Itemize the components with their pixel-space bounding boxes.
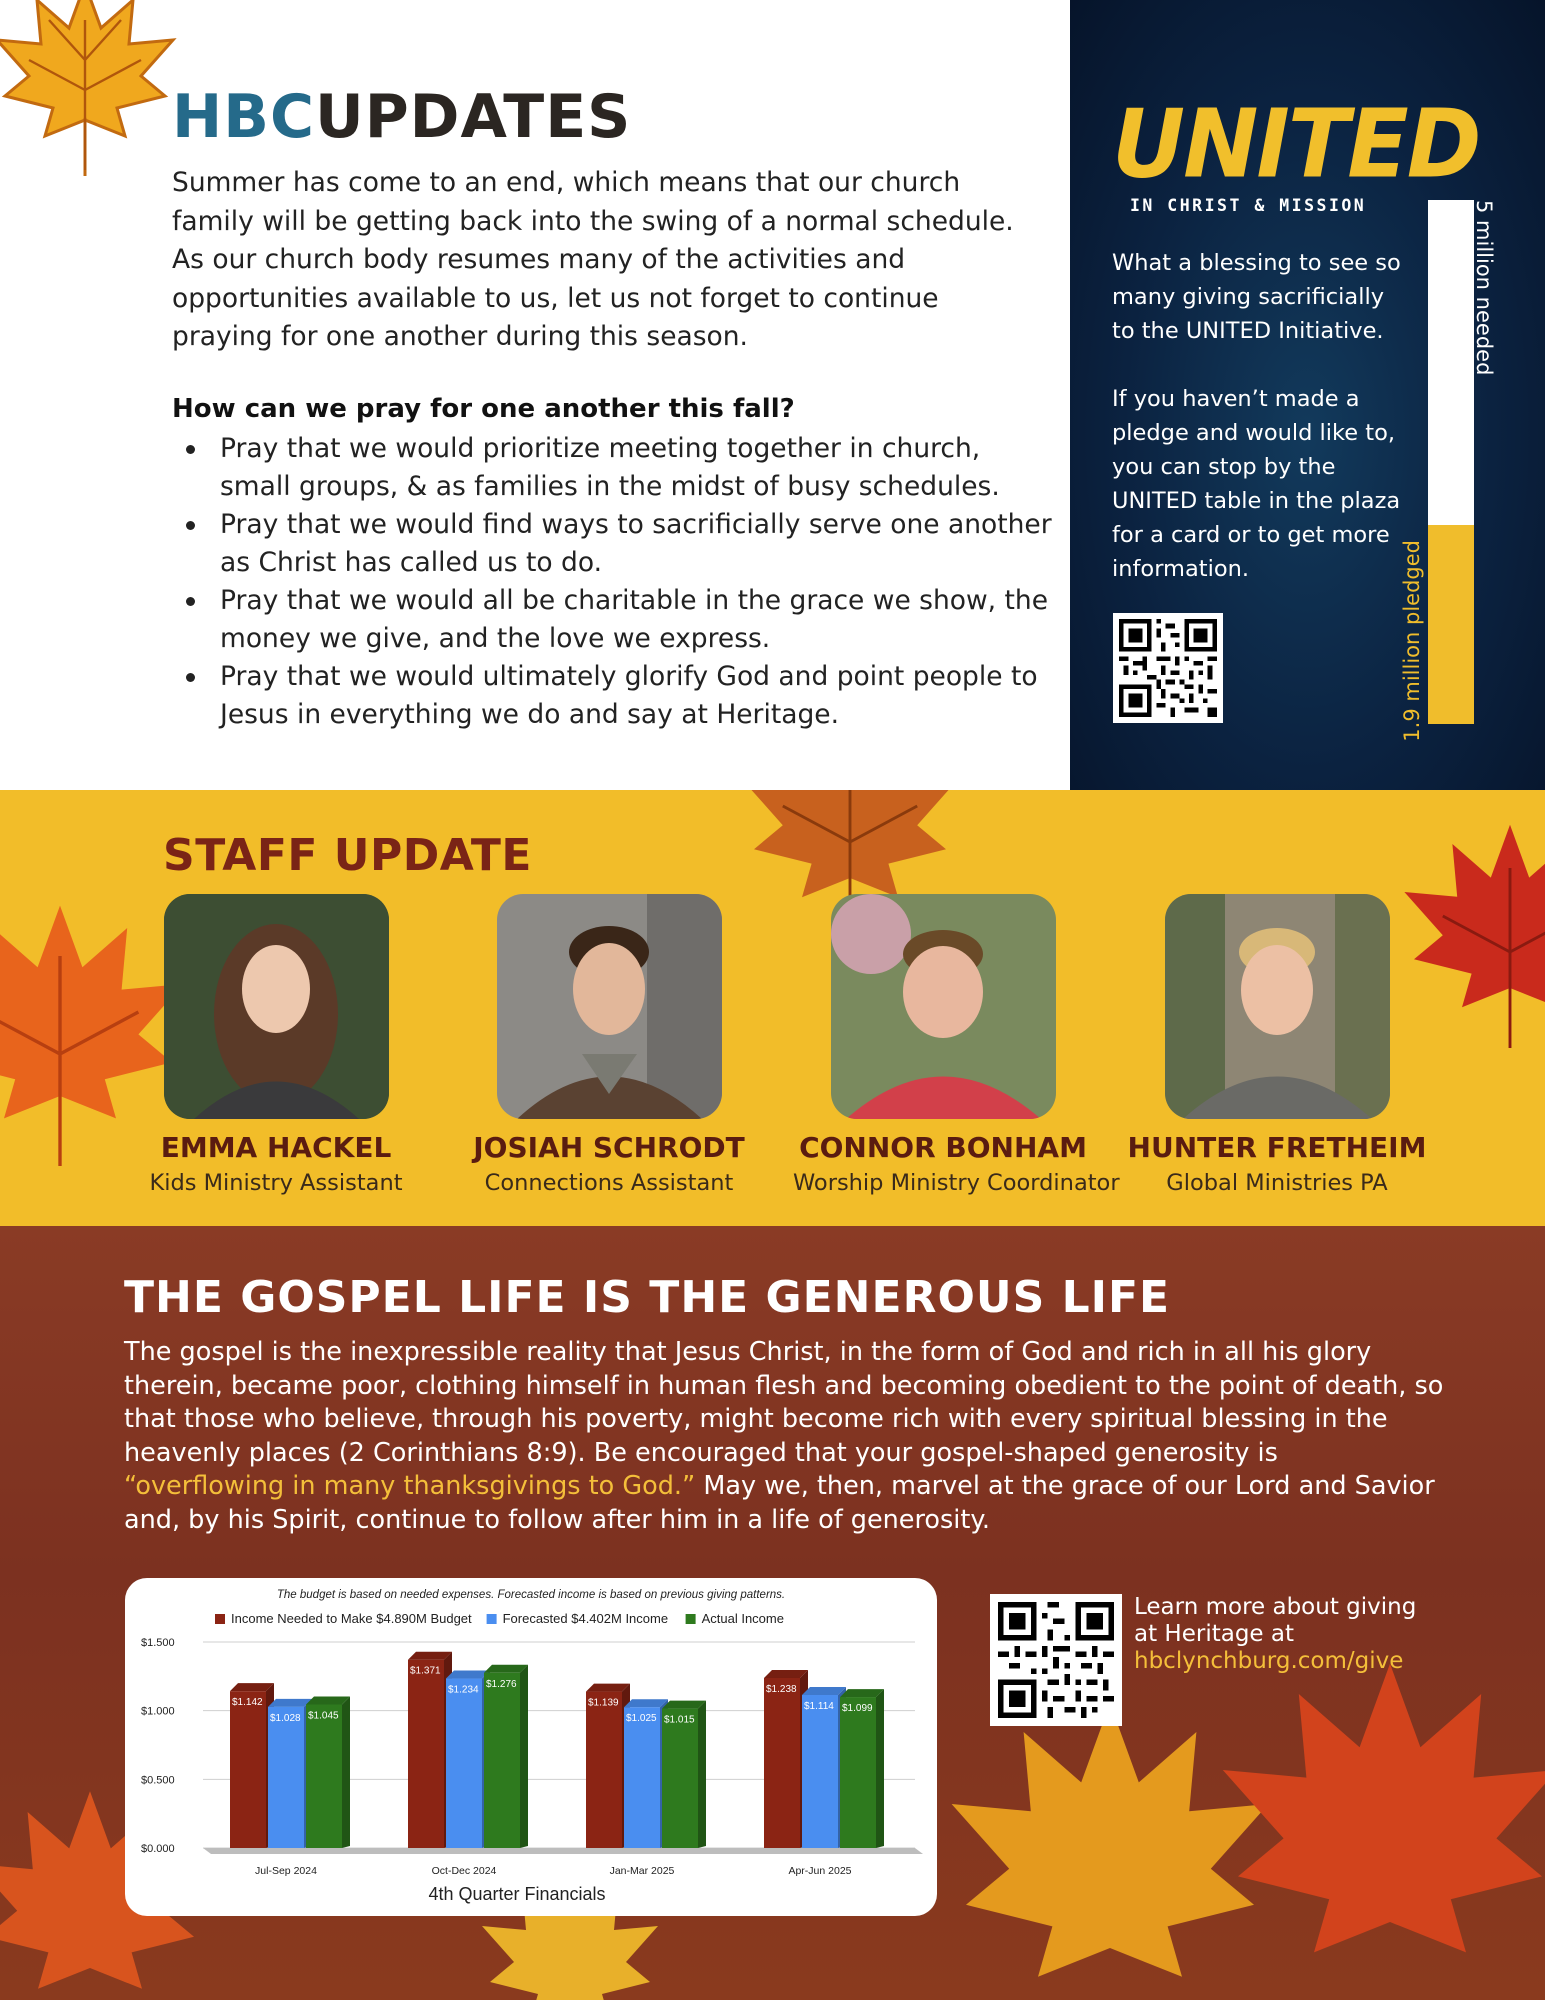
maple-leaf-icon (0, 0, 200, 180)
staff-card-josiah (459, 894, 759, 1196)
qr-code-icon (1119, 619, 1217, 717)
bar-value-label: $1.238 (766, 1683, 797, 1695)
pledged-label: 1.9 million pledged (1400, 540, 1424, 742)
staff-card-connor (793, 894, 1120, 1196)
staff-name: JOSIAH SCHRODT (473, 1131, 745, 1164)
bar-side (876, 1689, 884, 1848)
bar-value-label: $1.234 (448, 1684, 479, 1696)
x-axis-label: 4th Quarter Financials (428, 1884, 606, 1904)
united-text-pledge: If you haven’t made a pledge and would like to, you can stop by the UNITED table in the plaza for a card or to get more information. (1112, 386, 1401, 582)
legend-swatch (215, 1614, 225, 1624)
bar-side (520, 1665, 528, 1848)
financials-chart-svg (125, 1578, 937, 1916)
y-tick-label: $1.000 (141, 1705, 175, 1718)
bar-side (342, 1696, 350, 1848)
x-tick-label: Jul-Sep 2024 (255, 1865, 317, 1877)
united-text-blessing: What a blessing to see so many giving sacrificially to the UNITED Initiative. (1112, 250, 1401, 344)
staff-photo (164, 894, 389, 1119)
generosity-highlight: “overflowing in many thanksgivings to God.” (124, 1471, 696, 1501)
bar (268, 1707, 304, 1848)
bar-value-label: $1.371 (410, 1665, 441, 1677)
staff-update-section (0, 790, 1545, 1226)
bar-value-label: $1.142 (232, 1697, 263, 1709)
legend-label: Income Needed to Make $4.890M Budget (231, 1611, 472, 1626)
bar-side (698, 1701, 706, 1848)
person-icon (1165, 894, 1390, 1119)
person-icon (497, 894, 722, 1119)
x-tick-label: Oct-Dec 2024 (431, 1865, 497, 1877)
page-title (172, 82, 631, 152)
staff-name: CONNOR BONHAM (799, 1131, 1087, 1164)
generosity-section (0, 1226, 1545, 2000)
legend-swatch (686, 1614, 696, 1624)
bar (446, 1679, 482, 1848)
person-icon (164, 894, 389, 1119)
bar (408, 1660, 444, 1848)
generosity-title: THE GOSPEL LIFE IS THE GENEROUS LIFE (124, 1272, 1171, 1323)
maple-leaf-icon (1200, 1646, 1545, 2000)
prayer-item: Pray that we would find ways to sacrificially serve one another as Christ has called us to do. (172, 506, 1052, 582)
bar (306, 1704, 342, 1848)
goal-label: 5 million needed (1472, 200, 1496, 376)
bar-value-label: $1.139 (588, 1697, 619, 1709)
staff-role: Worship Ministry Coordinator (793, 1170, 1120, 1196)
staff-role: Global Ministries PA (1166, 1170, 1388, 1196)
prayer-heading: How can we pray for one another this fall? (172, 394, 795, 424)
bar-value-label: $1.015 (664, 1714, 695, 1726)
bar (230, 1691, 266, 1848)
generosity-paragraph (124, 1336, 1444, 1537)
generosity-text-after: May we, then, marvel at the grace of our Lord and Savior and, by his Spirit, continue to follow after him in a life of generosity. (124, 1471, 1435, 1535)
give-qr-code[interactable] (990, 1594, 1122, 1726)
staff-name: HUNTER FRETHEIM (1127, 1131, 1427, 1164)
staff-role: Connections Assistant (484, 1170, 734, 1196)
bar-value-label: $1.028 (270, 1712, 301, 1724)
x-tick-label: Jan-Mar 2025 (609, 1865, 675, 1877)
intro-paragraph: Summer has come to an end, which means that our church family will be getting back into the swing of a normal schedule. As our church body resumes many of the activities and opportunities available to us, let us not forget to continue praying for one another during this season. (172, 167, 1014, 352)
bar-value-label: $1.114 (804, 1701, 834, 1713)
united-logo: UNITED (1112, 89, 1480, 200)
united-qr-code[interactable] (1113, 613, 1223, 723)
chart-floor (203, 1848, 923, 1854)
chart-title: The budget is based on needed expenses. Forecasted income is based on previous giving patterns. (276, 1589, 786, 1601)
legend-label: Forecasted $4.402M Income (502, 1611, 669, 1626)
legend-label: Actual Income (701, 1611, 784, 1626)
united-text (1112, 246, 1412, 586)
bar (840, 1697, 876, 1848)
title-updates: UPDATES (314, 82, 632, 152)
united-panel (1070, 0, 1545, 790)
bar (764, 1678, 800, 1848)
y-tick-label: $0.500 (141, 1774, 175, 1787)
pledge-progress-fill (1428, 525, 1474, 724)
bar-value-label: $1.025 (626, 1713, 657, 1725)
bar (624, 1707, 660, 1848)
generosity-text-before: The gospel is the inexpressible reality that Jesus Christ, in the form of God and rich in all his glory therein, became poor, clothing himself in human flesh and becoming obedient to the point of death, so that those who believe, through his poverty, might become rich with every spiritual blessing in the heavenly places (2 Corinthians 8:9). Be encouraged that your gospel-shaped generosity is (124, 1337, 1444, 1468)
pledge-progress-bar (1428, 200, 1474, 724)
bar (662, 1709, 698, 1848)
staff-photo (497, 894, 722, 1119)
staff-photo (831, 894, 1056, 1119)
prayer-item: Pray that we would prioritize meeting together in church, small groups, & as families in the midst of busy schedules. (172, 430, 1052, 506)
qr-code-icon (998, 1602, 1114, 1718)
y-tick-label: $0.000 (141, 1843, 175, 1855)
x-tick-label: Apr-Jun 2025 (788, 1865, 852, 1877)
hbc-updates-section (0, 0, 1070, 790)
prayer-list (172, 430, 1052, 734)
y-tick-label: $1.500 (141, 1637, 175, 1649)
title-hbc: HBC (172, 82, 315, 152)
bar (586, 1692, 622, 1848)
prayer-item: Pray that we would all be charitable in the grace we show, the money we give, and the love we express. (172, 582, 1052, 658)
staff-card-emma (126, 894, 426, 1196)
staff-role: Kids Ministry Assistant (149, 1170, 403, 1196)
staff-title: STAFF UPDATE (163, 830, 532, 881)
give-link[interactable]: hbclynchburg.com/give (1134, 1648, 1404, 1674)
financials-chart (125, 1578, 937, 1916)
give-text (1134, 1594, 1434, 1675)
bar (802, 1695, 838, 1848)
staff-card-hunter (1127, 894, 1427, 1196)
bar (484, 1673, 520, 1848)
prayer-item: Pray that we would ultimately glorify God and point people to Jesus in everything we do and say at Heritage. (172, 658, 1052, 734)
give-text-label: Learn more about giving at Heritage at (1134, 1594, 1417, 1647)
bar-value-label: $1.099 (842, 1703, 873, 1715)
legend-swatch (487, 1614, 497, 1624)
staff-photo (1165, 894, 1390, 1119)
person-icon (831, 894, 1056, 1119)
bar-value-label: $1.045 (308, 1710, 339, 1722)
bar-value-label: $1.276 (486, 1678, 517, 1690)
united-subtitle: IN CHRIST & MISSION (1130, 196, 1367, 215)
staff-name: EMMA HACKEL (160, 1131, 392, 1164)
